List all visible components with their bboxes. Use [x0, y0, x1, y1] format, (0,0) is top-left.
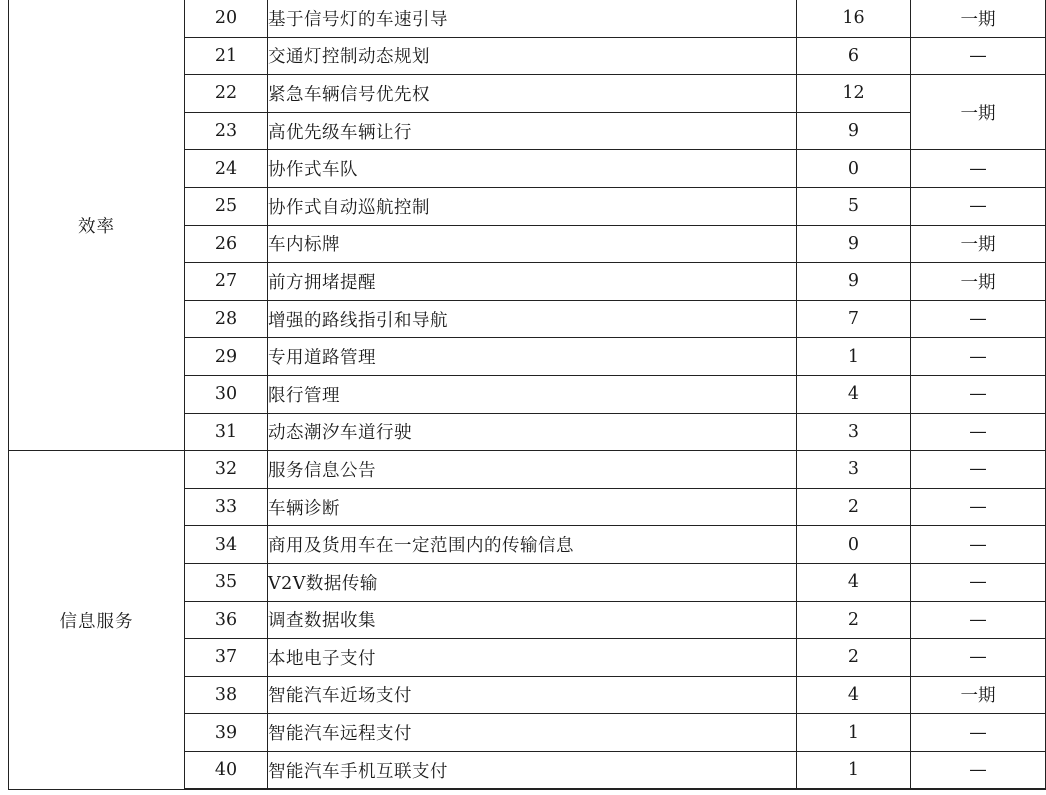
- scenario-count: 9: [797, 112, 911, 150]
- row-number: 23: [185, 112, 268, 150]
- scenario-count: 12: [797, 75, 911, 113]
- row-number: 30: [185, 375, 268, 413]
- scenario-count: 4: [797, 676, 911, 714]
- scenario-phase: 一期: [911, 263, 1046, 301]
- scenario-count: 4: [797, 563, 911, 601]
- row-number: 35: [185, 563, 268, 601]
- scenario-name: 车辆诊断: [268, 488, 797, 526]
- category-cell-info-service: 信息服务: [9, 451, 185, 790]
- scenario-name: 专用道路管理: [268, 338, 797, 376]
- row-number: 31: [185, 413, 268, 451]
- row-number: 20: [185, 0, 268, 37]
- row-number: 38: [185, 676, 268, 714]
- row-number: 21: [185, 37, 268, 75]
- scenario-count: 2: [797, 639, 911, 677]
- scenario-name: 动态潮汐车道行驶: [268, 413, 797, 451]
- scenario-name: 协作式自动巡航控制: [268, 187, 797, 225]
- scenario-name: 智能汽车近场支付: [268, 676, 797, 714]
- scenario-phase: —: [911, 187, 1046, 225]
- scenario-name: 车内标牌: [268, 225, 797, 263]
- row-number: 40: [185, 751, 268, 789]
- scenario-name: 服务信息公告: [268, 451, 797, 489]
- row-number: 32: [185, 451, 268, 489]
- row-number: 33: [185, 488, 268, 526]
- scenario-name: 协作式车队: [268, 150, 797, 188]
- scenario-name: 智能汽车手机互联支付: [268, 751, 797, 789]
- category-cell-efficiency: 效率: [9, 0, 185, 451]
- scenario-phase: 一期: [911, 225, 1046, 263]
- scenario-count: 3: [797, 451, 911, 489]
- scenario-name: 前方拥堵提醒: [268, 263, 797, 301]
- scenario-name: 本地电子支付: [268, 639, 797, 677]
- scenario-phase: —: [911, 714, 1046, 752]
- scenario-count: 0: [797, 526, 911, 564]
- scenario-count: 1: [797, 714, 911, 752]
- scenario-count: 9: [797, 263, 911, 301]
- scenario-phase: —: [911, 601, 1046, 639]
- application-table: [8, 0, 1046, 790]
- table-row: [9, 0, 1046, 37]
- row-number: 39: [185, 714, 268, 752]
- row-number: 36: [185, 601, 268, 639]
- scenario-count: 1: [797, 338, 911, 376]
- row-number: 37: [185, 639, 268, 677]
- scenario-name: 智能汽车远程支付: [268, 714, 797, 752]
- scenario-count: 2: [797, 601, 911, 639]
- scenario-phase: 一期: [911, 0, 1046, 37]
- scenario-phase: —: [911, 413, 1046, 451]
- scenario-count: 16: [797, 0, 911, 37]
- scenario-name: 基于信号灯的车速引导: [268, 0, 797, 37]
- scenario-name: V2V数据传输: [268, 563, 797, 601]
- scenario-name: 限行管理: [268, 375, 797, 413]
- scenario-phase: 一期: [911, 75, 1046, 150]
- scenario-name: 高优先级车辆让行: [268, 112, 797, 150]
- scenario-count: 1: [797, 751, 911, 789]
- scenario-phase: —: [911, 300, 1046, 338]
- row-number: 26: [185, 225, 268, 263]
- scenario-phase: 一期: [911, 676, 1046, 714]
- scenario-name: 商用及货用车在一定范围内的传输信息: [268, 526, 797, 564]
- scenario-count: 3: [797, 413, 911, 451]
- scenario-name: 增强的路线指引和导航: [268, 300, 797, 338]
- scenario-name: 交通灯控制动态规划: [268, 37, 797, 75]
- scenario-phase: —: [911, 526, 1046, 564]
- row-number: 27: [185, 263, 268, 301]
- scenario-count: 6: [797, 37, 911, 75]
- row-number: 22: [185, 75, 268, 113]
- scenario-phase: —: [911, 451, 1046, 489]
- scenario-count: 0: [797, 150, 911, 188]
- scenario-phase: —: [911, 375, 1046, 413]
- scenario-count: 5: [797, 187, 911, 225]
- table-row: [9, 451, 1046, 489]
- row-number: 24: [185, 150, 268, 188]
- scenario-name: 紧急车辆信号优先权: [268, 75, 797, 113]
- scenario-phase: —: [911, 150, 1046, 188]
- scenario-phase: —: [911, 563, 1046, 601]
- scenario-phase: —: [911, 488, 1046, 526]
- row-number: 25: [185, 187, 268, 225]
- scenario-count: 2: [797, 488, 911, 526]
- row-number: 28: [185, 300, 268, 338]
- row-number: 34: [185, 526, 268, 564]
- scenario-phase: —: [911, 751, 1046, 789]
- scenario-count: 9: [797, 225, 911, 263]
- scenario-count: 7: [797, 300, 911, 338]
- scenario-phase: —: [911, 639, 1046, 677]
- scenario-phase: —: [911, 338, 1046, 376]
- scenario-count: 4: [797, 375, 911, 413]
- scenario-phase: —: [911, 37, 1046, 75]
- scenario-name: 调查数据收集: [268, 601, 797, 639]
- row-number: 29: [185, 338, 268, 376]
